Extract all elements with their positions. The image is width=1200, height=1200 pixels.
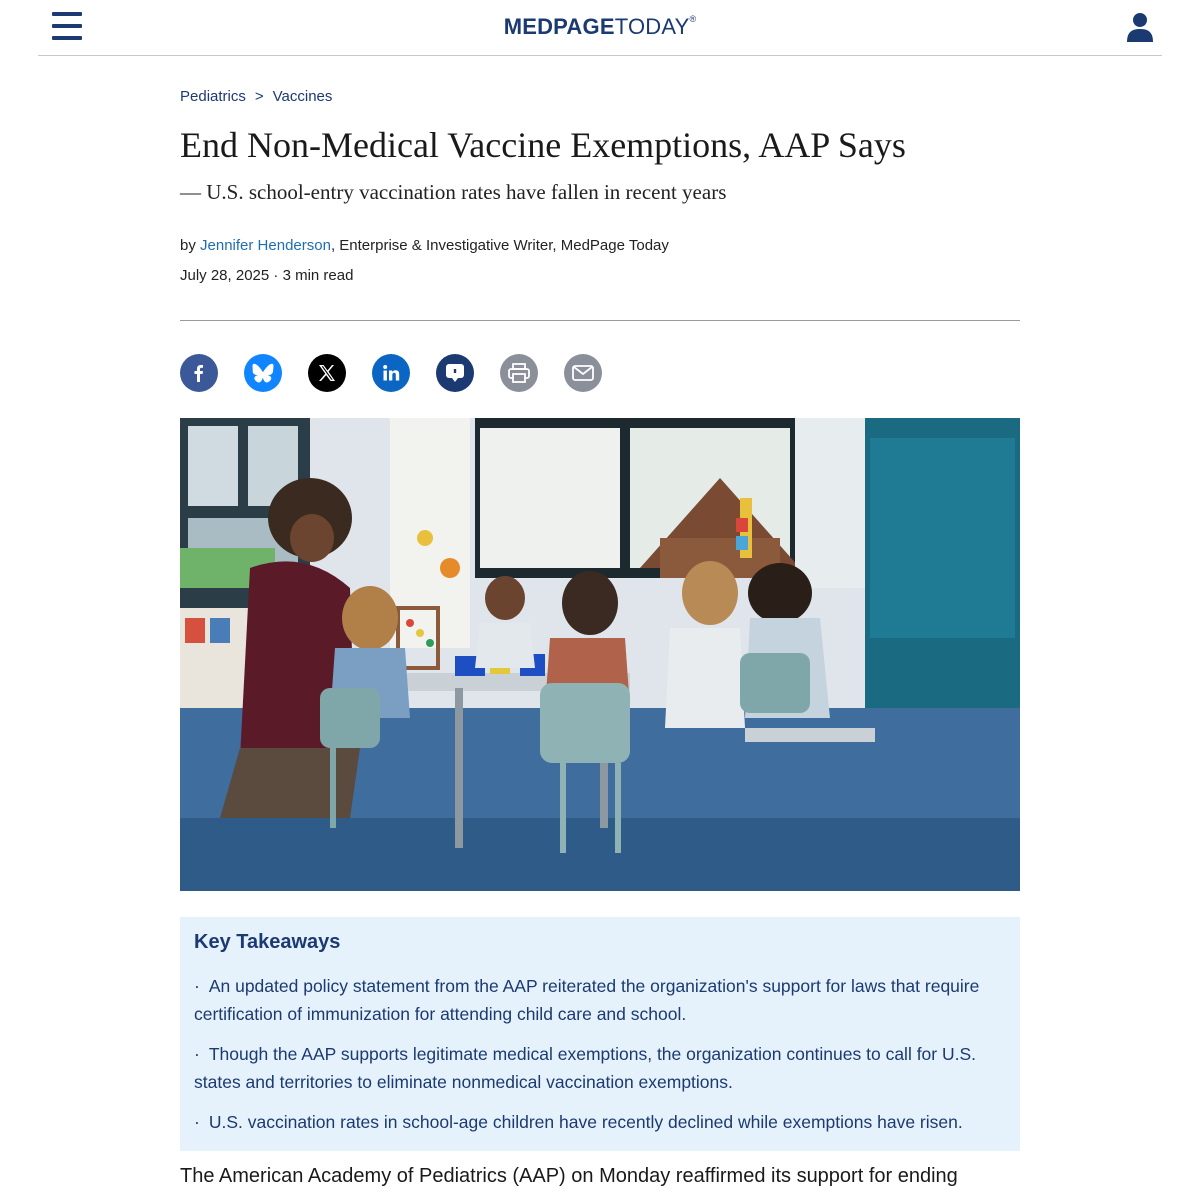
key-takeaways-title: Key Takeaways (194, 931, 341, 953)
takeaway-text: U.S. vaccination rates in school-age children have recently declined while exemptions have risen. (208, 1112, 963, 1132)
comment-icon (444, 362, 466, 384)
bullet: · (194, 1044, 200, 1064)
share-bar (180, 354, 602, 392)
byline (180, 237, 669, 254)
publish-date: July 28, 2025 (180, 267, 270, 284)
linkedin-icon (382, 364, 400, 382)
comment-button[interactable] (436, 354, 474, 392)
bullet: · (194, 1112, 200, 1132)
print-icon (507, 362, 531, 384)
print-button[interactable] (500, 354, 538, 392)
divider (180, 320, 1020, 321)
takeaway-text: An updated policy statement from the AAP reiterated the organization's support for laws that require certification of immunization for attending child care and school. (194, 976, 980, 1024)
article-headline: End Non-Medical Vaccine Exemptions, AAP Says (180, 125, 906, 165)
list-item (194, 1108, 1006, 1136)
breadcrumb-vaccines[interactable]: Vaccines (272, 88, 333, 105)
bluesky-icon (252, 363, 274, 383)
classroom-photo (180, 418, 1020, 891)
article-dek: — U.S. school-entry vaccination rates have fallen in recent years (180, 180, 727, 204)
list-item (194, 1040, 1006, 1096)
account-icon[interactable] (1126, 12, 1154, 42)
breadcrumb-pediatrics[interactable]: Pediatrics (180, 88, 246, 105)
bluesky-share-button[interactable] (244, 354, 282, 392)
read-time: 3 min read (282, 267, 354, 284)
article-body-paragraph: The American Academy of Pediatrics (AAP) on Monday reaffirmed its support for ending (180, 1165, 958, 1187)
logo-medpage: MEDPAGE (503, 14, 615, 39)
takeaways-list (194, 972, 1006, 1136)
date-separator: · (269, 267, 283, 284)
breadcrumb (180, 88, 332, 105)
site-logo[interactable] (38, 14, 1162, 40)
hero-image (180, 418, 1020, 891)
x-icon (318, 364, 336, 382)
linkedin-share-button[interactable] (372, 354, 410, 392)
key-takeaways-box (180, 917, 1020, 1151)
facebook-share-button[interactable] (180, 354, 218, 392)
email-icon (571, 364, 595, 382)
byline-prefix: by (180, 237, 201, 254)
email-share-button[interactable] (564, 354, 602, 392)
bullet: · (194, 976, 200, 996)
author-link[interactable]: Jennifer Henderson (200, 237, 331, 254)
breadcrumb-separator: > (254, 88, 264, 105)
logo-registered: ® (689, 14, 697, 24)
dateline (180, 267, 353, 284)
logo-today: TODAY (614, 14, 690, 39)
x-share-button[interactable] (308, 354, 346, 392)
facebook-icon (190, 364, 208, 382)
site-header (38, 0, 1162, 56)
list-item (194, 972, 1006, 1028)
author-title: , Enterprise & Investigative Writer, MedPage Today (330, 237, 669, 254)
takeaway-text: Though the AAP supports legitimate medical exemptions, the organization continues to call for U.S. states and territories to eliminate nonmedical vaccination exemptions. (194, 1044, 977, 1092)
